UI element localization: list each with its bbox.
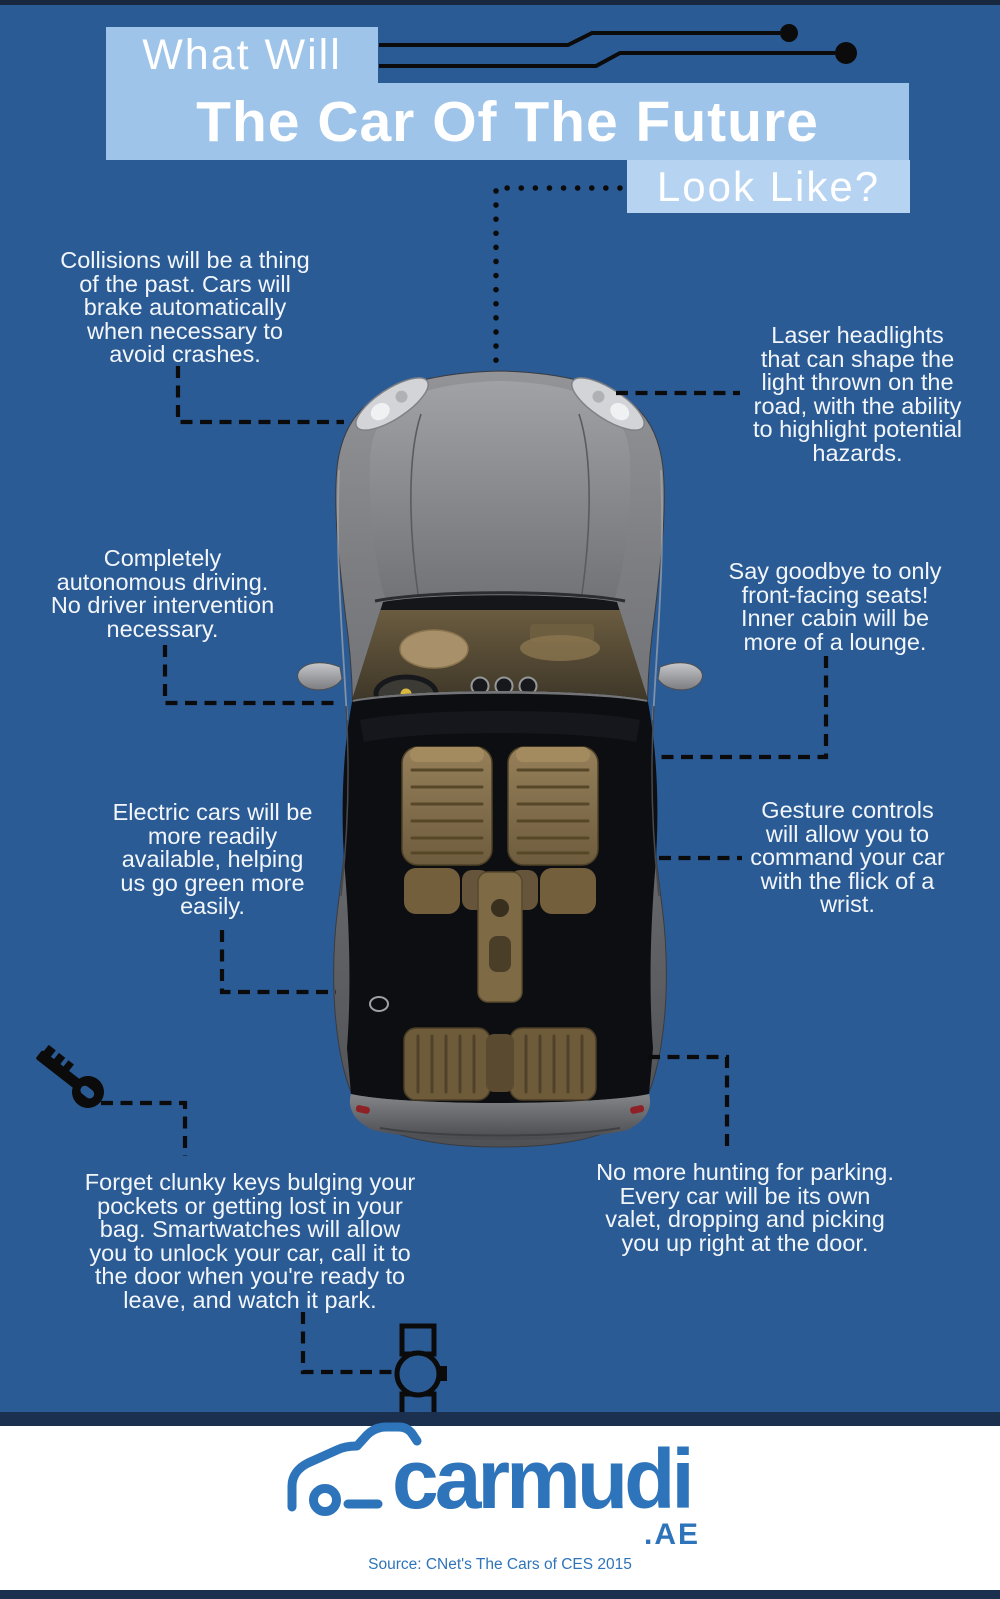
title-line3-text: Look Like? [656, 162, 881, 210]
top-border-bar [0, 0, 1000, 5]
callout-electric-cars: Electric cars will be more readily available, helping us go green more easily. [112, 799, 313, 919]
callout-self-parking: No more hunting for parking. Every car will be its own valet, dropping and picking you up right at the door. [596, 1159, 894, 1256]
connector-autonomous [165, 645, 338, 703]
smartwatch-icon [397, 1326, 447, 1424]
title-line-what-will [106, 27, 378, 83]
connector-collisions [178, 366, 344, 422]
title-line1-text: What Will [142, 30, 342, 79]
circuit-node-dot [835, 42, 857, 64]
callout-collisions: Collisions will be a thing of the past. Cars will brake automatically when necessary to avoid crashes. [60, 247, 310, 367]
dotted-connector-title [496, 188, 620, 367]
source-text: Source: CNet's The Cars of CES 2015 [368, 1556, 632, 1573]
callout-autonomous-driving: Completely autonomous driving. No driver intervention necessary. [50, 545, 275, 642]
key-icon [29, 1041, 110, 1114]
connector-electric [222, 930, 336, 992]
title-line2-text: The Car Of The Future [196, 89, 819, 154]
brand-wordmark: carmudi [392, 1432, 691, 1526]
callout-gesture-controls: Gesture controls will allow you to command your car with the flick of a wrist. [750, 797, 945, 917]
footer-band-bottom [0, 1590, 1000, 1599]
footer-band-top [0, 1412, 1000, 1426]
connector-parking [648, 1057, 727, 1150]
circuit-node-dot [780, 24, 798, 42]
title-line-car-of-future [106, 83, 909, 160]
circuit-lines-decoration [379, 33, 835, 66]
domain-label: .AE [643, 1518, 700, 1551]
connector-lounge [660, 656, 826, 757]
title-line-look-like [627, 160, 910, 213]
callout-laser-headlights: Laser headlights that can shape the light thrown on the road, with the ability to highlight potential hazards. [752, 322, 963, 466]
connector-keys [101, 1103, 185, 1156]
callout-lounge-cabin: Say goodbye to only front-facing seats! Inner cabin will be more of a lounge. [728, 558, 942, 655]
connector-smartwatch [303, 1312, 392, 1372]
callout-smartwatch-keys: Forget clunky keys bulging your pockets or getting lost in your bag. Smartwatches will allow you to unlock your car, call it to the door when you're ready to leave, and watch it park. [84, 1169, 416, 1313]
